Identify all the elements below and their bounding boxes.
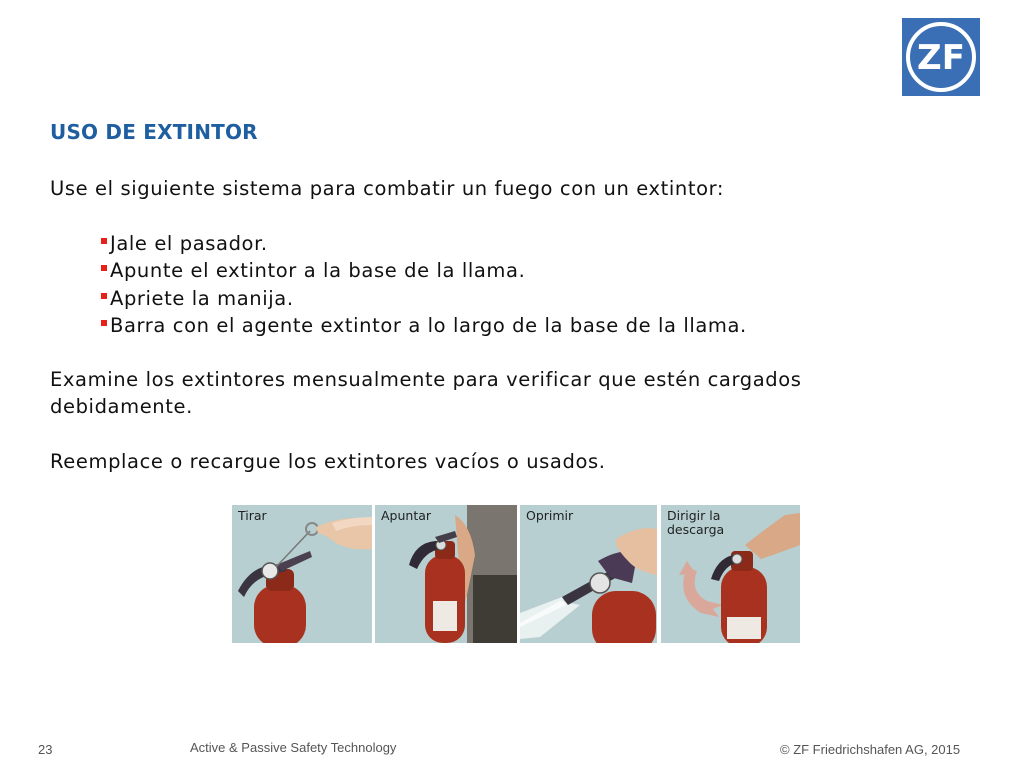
bullet-square-icon: [101, 265, 107, 271]
aim-illustration: [375, 505, 517, 643]
list-item: Barra con el agente extintor a lo largo de la base de la llama.: [101, 312, 747, 339]
squeeze-illustration: [520, 505, 657, 643]
panel-sweep: [661, 505, 800, 643]
pull-pin-illustration: [232, 505, 372, 643]
page-number: 23: [38, 742, 53, 757]
panel-squeeze: [520, 505, 657, 643]
list-item: Apunte el extintor a la base de la llama.: [101, 257, 747, 284]
intro-text: Use el siguiente sistema para combatir un fuego con un extintor:: [50, 177, 725, 200]
bullet-square-icon: [101, 238, 107, 244]
panel-label: Dirigir la descarga: [667, 508, 725, 537]
list-item: Jale el pasador.: [101, 230, 747, 257]
panel-label: Tirar: [238, 508, 267, 523]
zf-logo: [902, 18, 980, 96]
page-title: USO DE EXTINTOR: [50, 120, 258, 144]
replace-text: Reemplace o recargue los extintores vacíos o usados.: [50, 450, 606, 473]
panel-aim: [375, 505, 517, 643]
list-item: Apriete la manija.: [101, 285, 747, 312]
bullet-square-icon: [101, 320, 107, 326]
steps-list: [101, 230, 747, 339]
extinguisher-steps-illustration: [232, 505, 800, 643]
bullet-square-icon: [101, 293, 107, 299]
panel-label: Apuntar: [381, 508, 432, 523]
footer-center-text: Active & Passive Safety Technology: [190, 740, 397, 755]
zf-logo-text: ZF: [917, 38, 965, 78]
panel-pull: [232, 505, 372, 643]
examine-text: Examine los extintores mensualmente para verificar que estén cargados debidamente.: [50, 368, 802, 418]
panel-label: Oprimir: [526, 508, 574, 523]
footer-copyright: © ZF Friedrichshafen AG, 2015: [780, 742, 961, 757]
